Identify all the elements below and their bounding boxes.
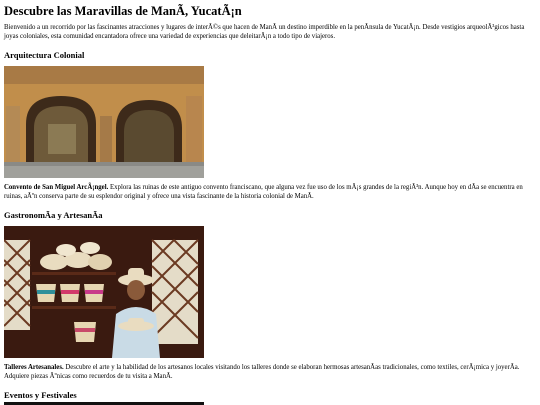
intro-paragraph: Bienvenido a un recorrido por las fascinantes atracciones y lugares de interÃ©s que hacen de ManÃ un destino imperdible en la penÃnsula de YucatÃ¡n. Desde vestigios arqueolÃ³gicos hasta joyas coloniales, esta comunidad encantadora ofrece una variedad de experiencias que deleitarÃ¡n a todo tipo de viajeros. [4, 24, 525, 40]
section-heading-gastronomy: GastronomÃa y ArtesanÃa [4, 210, 103, 220]
artisan-caption [4, 364, 536, 381]
artisan-caption-title: Talleres Artesanales. [4, 364, 64, 371]
convent-caption-title: Convento de San Miguel ArcÃ¡ngel. [4, 184, 109, 191]
artisan-caption-text: Descubre el arte y la habilidad de los artesanos locales visitando los talleres donde se elaboran hermosas artesanÃas tradicionales, como textiles, cerÃ¡mica y joyerÃa. Adquiere piezas Ãºnicas como recuerdos de tu visita a ManÃ. [4, 364, 520, 380]
section-heading-events: Eventos y Festivales [4, 390, 77, 400]
section-heading-architecture: Arquitectura Colonial [4, 50, 85, 60]
page-title: Descubre las Maravillas de ManÃ, YucatÃ¡n [4, 4, 242, 18]
convent-photo [4, 66, 204, 178]
convent-caption [4, 184, 536, 201]
artisan-photo [4, 226, 204, 358]
convent-caption-text: Explora las ruinas de este antiguo convento franciscano, que alguna vez fue uso de los mÃ¡s grandes de la regiÃ³n. Aunque hoy en dÃa se encuentra en ruinas, aÃºn conserva parte de su esplendor original y ofrece una vista fascinante de la historia colonial de ManÃ. [4, 184, 523, 200]
